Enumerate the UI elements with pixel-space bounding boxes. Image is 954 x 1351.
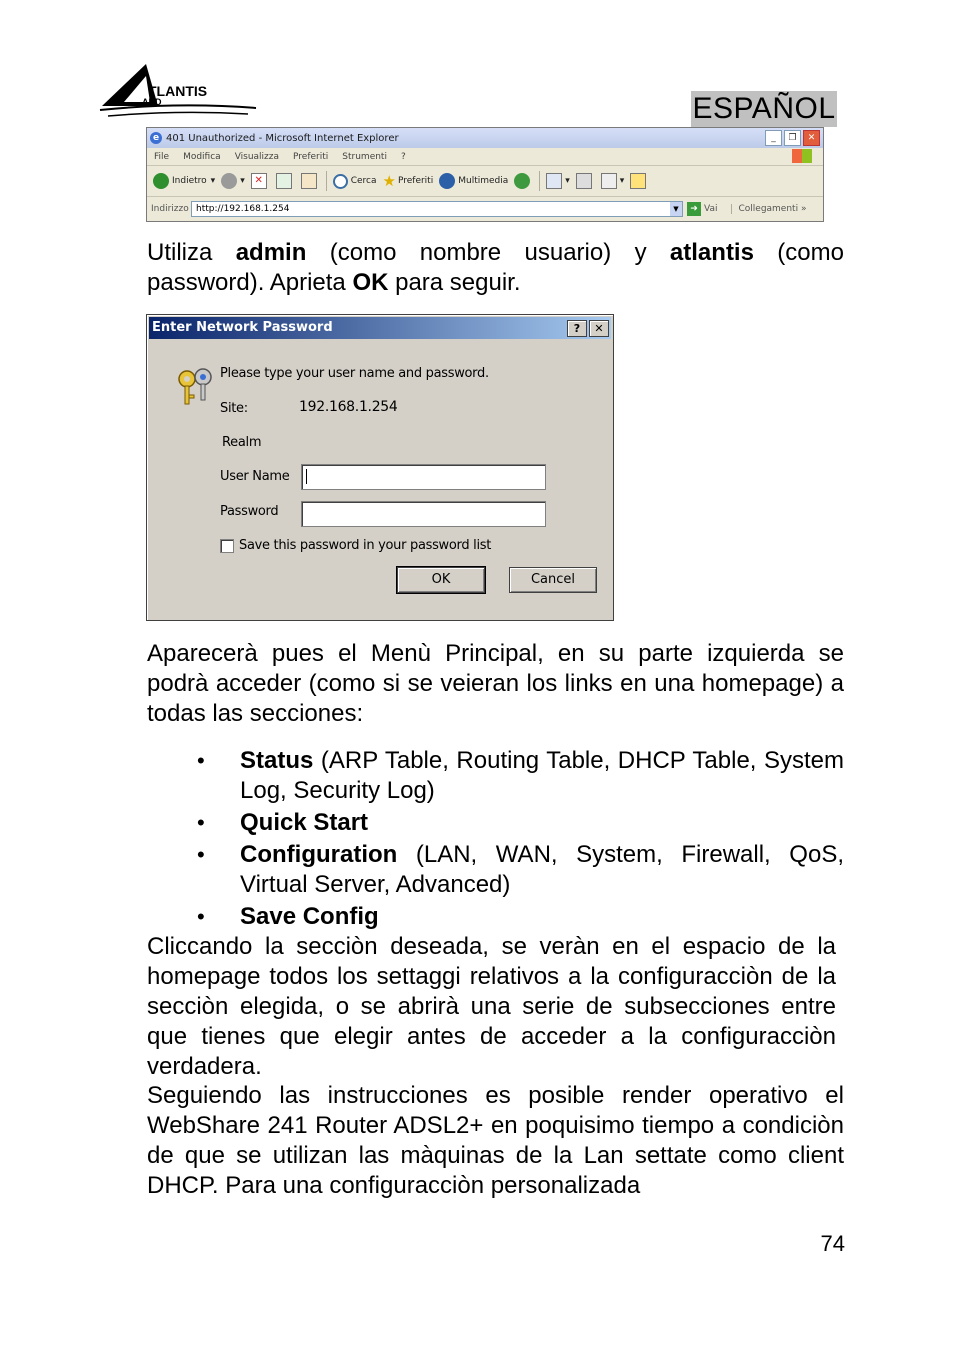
ok-button[interactable]: OK — [397, 567, 485, 593]
intro-text-2: (como nombre usuario) y — [306, 239, 670, 266]
intro-paragraph — [147, 238, 844, 298]
go-arrow-icon: ➜ — [687, 202, 701, 216]
forward-button[interactable]: ▾ — [221, 173, 245, 189]
bullet-save-config-title: Save Config — [240, 903, 379, 930]
history-icon — [514, 173, 530, 189]
maximize-button[interactable]: ❐ — [784, 130, 801, 146]
go-label: Vai — [704, 203, 718, 214]
menu-help[interactable]: ? — [400, 151, 406, 162]
refresh-icon — [276, 173, 292, 189]
username-input[interactable] — [301, 464, 546, 490]
home-button[interactable] — [301, 173, 320, 189]
cancel-button[interactable]: Cancel — [509, 567, 597, 593]
edit-icon — [601, 173, 617, 189]
mail-icon — [546, 173, 562, 189]
browser-menubar — [147, 148, 823, 166]
menu-preferiti[interactable]: Preferiti — [293, 151, 329, 162]
stop-button[interactable] — [251, 173, 270, 189]
intro-ok: OK — [352, 269, 389, 296]
home-icon — [301, 173, 317, 189]
search-icon — [333, 174, 348, 189]
atlantis-logo — [98, 62, 258, 124]
selection-paragraph: Cliccando la secciòn deseada, se veràn en el espacio de la homepage todos los settaggi relativos a la configuracciòn de la secciòn elegida, o se abrirà una serie de subsecciones entre que tienes que elegir antes de acceder a la configuracciòn verdadera. — [147, 933, 836, 1080]
address-label: Indirizzo — [151, 203, 189, 214]
bullet-symbol: • — [197, 748, 205, 773]
links-toolbar[interactable]: Collegamenti » — [731, 204, 806, 214]
edit-button[interactable]: ▾ — [601, 173, 625, 189]
print-icon — [576, 173, 592, 189]
back-button[interactable]: Indietro ▾ — [153, 173, 215, 189]
favorites-label: Preferiti — [397, 176, 434, 186]
text-caret — [306, 469, 307, 484]
login-dialog — [146, 314, 614, 621]
site-value: 192.168.1.254 — [299, 399, 398, 415]
keys-icon — [175, 365, 217, 407]
intro-text-3: (como password). Aprieta — [147, 239, 844, 296]
bullet-status-title: Status — [240, 747, 314, 774]
address-bar — [147, 197, 823, 220]
page-number: 74 — [820, 1231, 845, 1256]
bullet-status — [240, 746, 844, 806]
address-value: http://192.168.1.254 — [196, 203, 290, 214]
stop-icon: ✕ — [251, 173, 267, 189]
star-icon: ★ — [382, 172, 396, 190]
minimize-button[interactable]: _ — [765, 130, 782, 146]
windows-logo-icon — [792, 149, 812, 163]
menu-strumenti[interactable]: Strumenti — [342, 151, 387, 162]
bullet-quick-start-title: Quick Start — [240, 809, 369, 836]
intro-password: atlantis — [669, 239, 754, 266]
bullet-configuration-text: (LAN, WAN, System, Firewall, QoS, Virtual Server, Advanced) — [240, 841, 844, 898]
back-label: Indietro — [172, 176, 207, 186]
intro-username: admin — [235, 239, 307, 266]
password-label: Password — [220, 504, 279, 519]
media-globe-icon — [439, 173, 455, 189]
back-arrow-icon — [153, 173, 169, 189]
refresh-button[interactable] — [276, 173, 295, 189]
site-label: Site: — [220, 401, 248, 416]
dialog-title: Enter Network Password — [152, 320, 333, 335]
address-dropdown-icon[interactable]: ▼ — [670, 202, 682, 216]
logo-sub: AND — [142, 97, 162, 107]
dialog-prompt: Please type your user name and password. — [220, 366, 489, 381]
go-button[interactable] — [687, 202, 717, 216]
browser-title: 401 Unauthorized - Microsoft Internet Explorer — [166, 132, 399, 144]
menu-intro-paragraph: Aparecerà pues el Menù Principal, en su parte izquierda se podrà acceder (como si se veieran los links en una homepage) a todas las secciones: — [147, 640, 844, 727]
logo-text: TLANTIS — [148, 83, 208, 99]
history-button[interactable] — [514, 173, 533, 189]
menu-visualizza[interactable]: Visualizza — [234, 151, 280, 162]
bullet-save-config — [240, 902, 844, 932]
address-input[interactable] — [191, 201, 683, 217]
bullet-symbol: • — [197, 842, 205, 867]
bullet-configuration-title: Configuration — [240, 841, 398, 868]
save-password-checkbox[interactable] — [220, 539, 234, 553]
ie-icon: e — [150, 132, 162, 144]
atlantis-logo-mark — [98, 62, 258, 124]
search-button[interactable] — [333, 174, 377, 189]
messenger-button[interactable] — [630, 173, 649, 189]
messenger-icon — [630, 173, 646, 189]
intro-text-4: para seguir. — [388, 269, 521, 296]
dialog-close-button[interactable]: ✕ — [589, 320, 609, 337]
links-label: Collegamenti — [738, 203, 799, 214]
media-label: Multimedia — [458, 176, 509, 186]
bullet-status-text: (ARP Table, Routing Table, DHCP Table, System Log, Security Log) — [240, 747, 844, 804]
language-label: ESPAÑOL — [692, 92, 836, 125]
favorites-button[interactable] — [383, 172, 434, 190]
browser-window — [146, 127, 824, 222]
help-button[interactable]: ? — [567, 320, 587, 337]
browser-titlebar — [147, 128, 823, 148]
search-label: Cerca — [350, 176, 377, 186]
realm-label: Realm — [222, 435, 262, 450]
close-button[interactable]: ✕ — [803, 130, 820, 146]
instructions-paragraph: Seguiendo las instrucciones es posible render operativo el WebShare 241 Router ADSL2+ en poquisimo tiempo a condiciòn de que se utilizan las màquinas de la Lan settate como client DHCP. Para una configuracciòn personalizada — [147, 1082, 844, 1199]
forward-arrow-icon — [221, 173, 237, 189]
username-label: User Name — [220, 469, 290, 484]
dialog-titlebar — [149, 317, 611, 339]
menu-file[interactable]: File — [154, 151, 170, 162]
bullet-quick-start — [240, 808, 844, 838]
intro-text-1: Utiliza — [147, 239, 236, 266]
bullet-symbol: • — [197, 810, 205, 835]
print-button[interactable] — [576, 173, 595, 189]
mail-button[interactable]: ▾ — [546, 173, 570, 189]
save-password-label: Save this password in your password list — [239, 538, 492, 553]
browser-toolbar — [147, 166, 823, 197]
menu-modifica[interactable]: Modifica — [183, 151, 221, 162]
bullet-symbol: • — [197, 904, 205, 929]
bullet-configuration — [240, 840, 844, 900]
password-input[interactable] — [301, 501, 546, 527]
media-button[interactable] — [439, 173, 508, 189]
